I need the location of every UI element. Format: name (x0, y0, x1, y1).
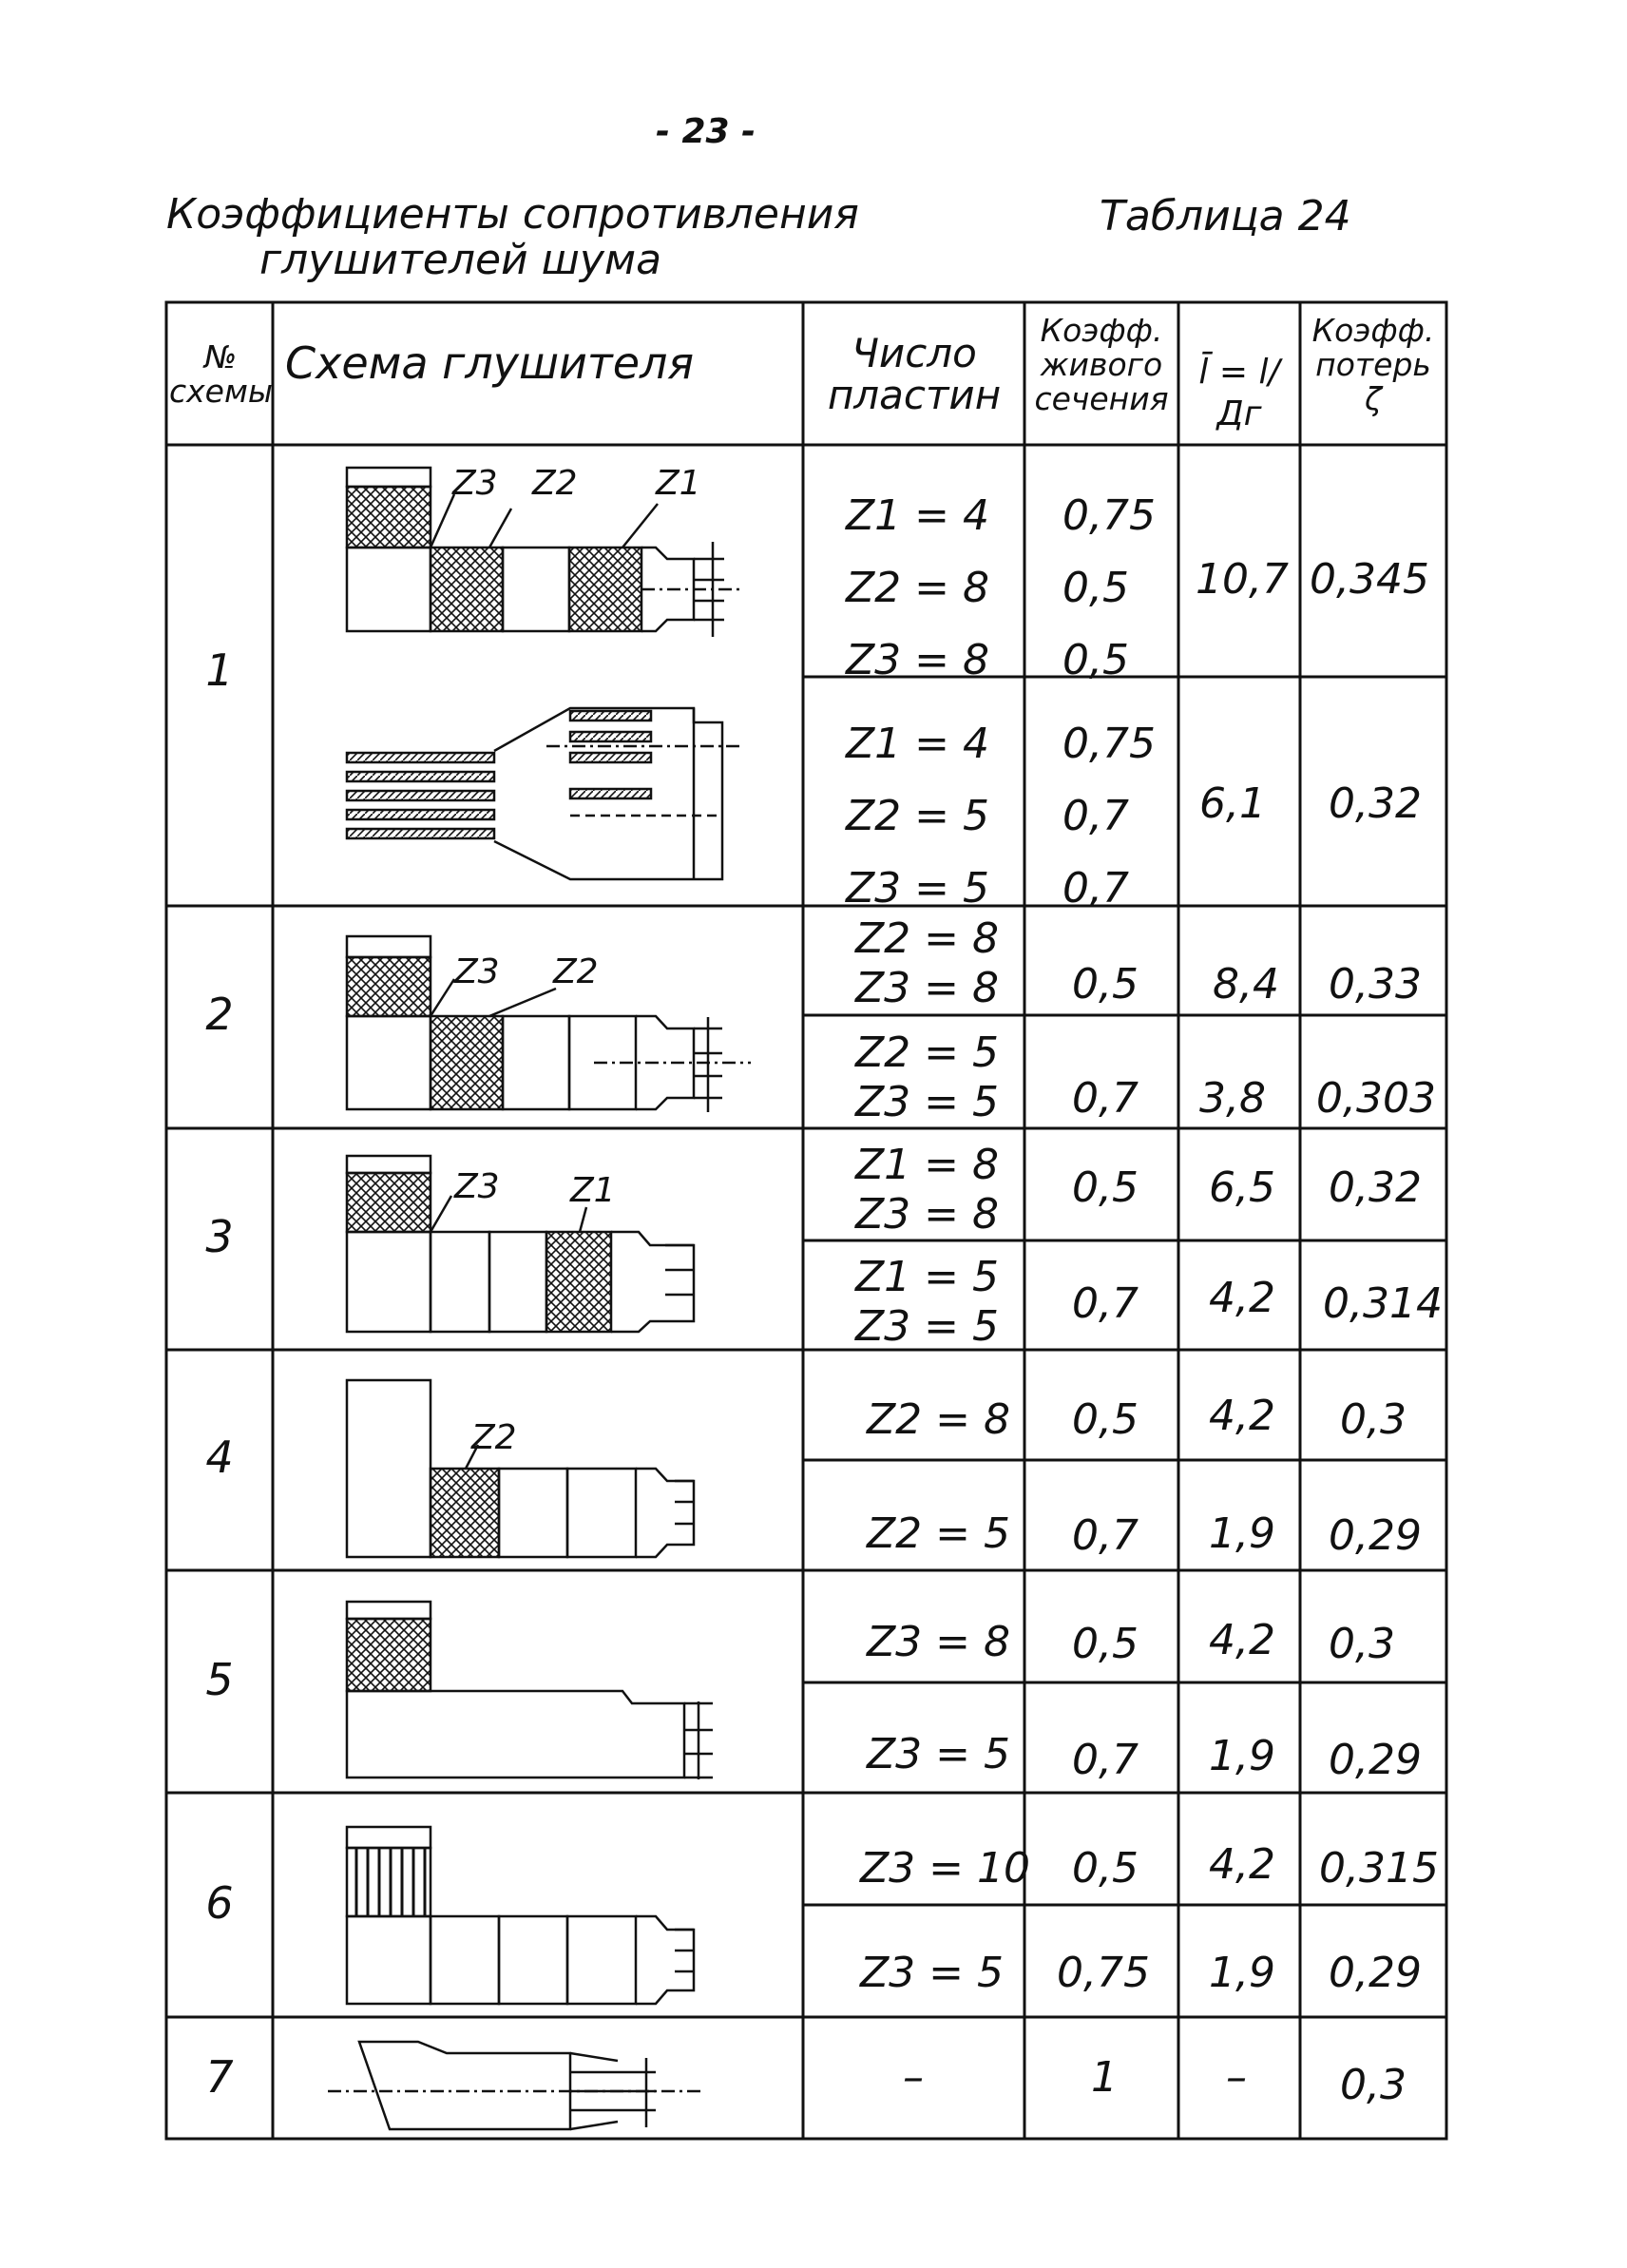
plates-cell: Z2 = 8 (867, 1395, 1010, 1444)
diagram-label-z3: Z3 (454, 952, 500, 991)
diagram-label-z2: Z2 (532, 464, 578, 503)
ratio-cell: 1,9 (1209, 1732, 1275, 1780)
loss-cell: 0,3 (1329, 1620, 1395, 1668)
diagram-label-z1: Z1 (656, 464, 701, 503)
plates-cell: Z3 = 5 (860, 1949, 1004, 1997)
plates-cell: Z1 = 4 Z2 = 5 Z3 = 5 (846, 720, 989, 913)
ratio-cell: 4,2 (1209, 1840, 1275, 1889)
live-section-cell: 0,75 0,5 0,5 (1062, 491, 1156, 684)
loss-cell: 0,345 (1310, 555, 1429, 604)
ratio-cell: – (1226, 2053, 1247, 2102)
live-section-cell: 0,75 (1057, 1949, 1150, 1997)
loss-cell: 0,3 (1340, 2061, 1407, 2109)
diagram-6 (347, 1827, 694, 2004)
scheme-number: 2 (205, 989, 234, 1040)
ratio-cell: 4,2 (1209, 1274, 1275, 1322)
header-scheme: Схема глушителя (285, 337, 695, 389)
header-scheme-no: № схемы (169, 338, 273, 410)
plates-cell: Z1 = 5 Z3 = 5 (855, 1253, 999, 1351)
header-live-section: Коэфф. живого сечения (1034, 312, 1169, 417)
ratio-cell: 6,5 (1209, 1163, 1275, 1212)
live-section-cell: 0,7 (1072, 1074, 1139, 1123)
live-section-cell: 0,5 (1072, 1395, 1139, 1444)
table-label: Таблица 24 (1100, 192, 1351, 240)
loss-cell: 0,29 (1329, 1949, 1422, 1997)
diagram-5 (347, 1602, 713, 1779)
diagram-label-z1: Z1 (570, 1171, 616, 1210)
loss-cell: 0,303 (1316, 1074, 1436, 1123)
diagram-7 (328, 2042, 703, 2129)
plates-cell: Z3 = 10 (860, 1844, 1030, 1893)
diagram-4 (347, 1380, 694, 1557)
ratio-cell: 3,8 (1199, 1074, 1266, 1123)
scheme-number: 1 (205, 644, 234, 696)
live-section-cell: 0,5 (1072, 1620, 1139, 1668)
loss-cell: 0,29 (1329, 1511, 1422, 1560)
ratio-cell: 1,9 (1209, 1509, 1275, 1558)
ratio-cell: 4,2 (1209, 1392, 1275, 1440)
diagram-label-z3: Z3 (454, 1167, 500, 1206)
header-loss: Коэфф. потерь ζ (1311, 312, 1435, 417)
loss-cell: 0,33 (1329, 960, 1422, 1009)
plates-cell: Z3 = 8 (867, 1618, 1010, 1666)
diagram-label-z3: Z3 (452, 464, 498, 503)
plates-cell: Z2 = 5 Z3 = 5 (855, 1028, 999, 1126)
loss-cell: 0,29 (1329, 1736, 1422, 1784)
live-section-cell: 0,5 (1072, 1163, 1139, 1212)
title-line-1: Коэффициенты сопротивления (166, 190, 859, 239)
title-line-2: глушителей шума (259, 236, 662, 284)
loss-cell: 0,32 (1329, 779, 1422, 828)
plates-cell: Z2 = 8 Z3 = 8 (855, 914, 999, 1012)
diagram-1b (347, 708, 741, 879)
diagram-label-z2: Z2 (553, 952, 599, 991)
loss-cell: 0,314 (1323, 1279, 1443, 1328)
diagram-3 (347, 1156, 694, 1332)
scheme-number: 5 (205, 1654, 234, 1705)
live-section-cell: 0,7 (1072, 1736, 1139, 1784)
loss-cell: 0,32 (1329, 1163, 1422, 1212)
header-ratio: l̄ = l/Дг (1198, 353, 1280, 433)
header-plates: Число пластин (827, 330, 1002, 418)
ratio-cell: 8,4 (1213, 960, 1279, 1009)
scheme-number: 3 (205, 1211, 234, 1262)
diagram-label-z2: Z2 (471, 1418, 517, 1457)
scheme-number: 6 (205, 1877, 234, 1929)
ratio-cell: 6,1 (1199, 779, 1266, 828)
live-section-cell: 0,5 (1072, 1844, 1139, 1893)
plates-cell: Z1 = 8 Z3 = 8 (855, 1141, 999, 1239)
page-number: - 23 - (656, 112, 756, 151)
plates-cell: Z2 = 5 (867, 1509, 1010, 1558)
live-section-cell: 1 (1091, 2053, 1118, 2102)
live-section-cell: 0,7 (1072, 1279, 1139, 1328)
loss-cell: 0,3 (1340, 1395, 1407, 1444)
live-section-cell: 0,5 (1072, 960, 1139, 1009)
plates-cell: Z3 = 5 (867, 1730, 1010, 1778)
ratio-cell: 10,7 (1196, 555, 1289, 604)
live-section-cell: 0,75 0,7 0,7 (1062, 720, 1156, 913)
ratio-cell: 1,9 (1209, 1949, 1275, 1997)
plates-cell: – (903, 2053, 924, 2102)
loss-cell: 0,315 (1319, 1844, 1439, 1893)
diagram-2 (347, 936, 751, 1112)
live-section-cell: 0,7 (1072, 1511, 1139, 1560)
ratio-cell: 4,2 (1209, 1616, 1275, 1664)
scheme-number: 4 (205, 1432, 234, 1483)
scheme-number: 7 (205, 2051, 234, 2103)
plates-cell: Z1 = 4 Z2 = 8 Z3 = 8 (846, 491, 989, 684)
